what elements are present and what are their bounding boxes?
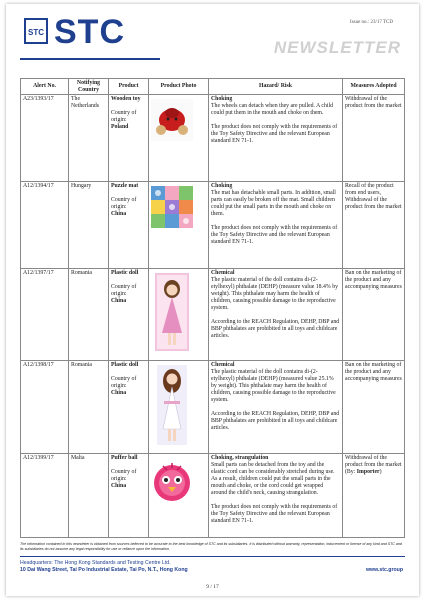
headquarters-name: Headquarters: The Hong Kong Standards and Testing Centre Ltd.	[20, 560, 171, 566]
measures-by: Importer	[356, 469, 380, 475]
headquarters-address: 10 Dai Wang Street, Tai Po Industrial Estate, Tai Po, N.T., Hong Kong	[20, 567, 188, 573]
table-row	[21, 454, 405, 538]
header-alert-no: Alert No.	[21, 79, 69, 95]
measures-adopted: Ban on the marketing of the product and any accompanying measures	[343, 361, 405, 454]
hazard-title: Choking	[211, 183, 233, 189]
product-name: Plastic doll	[111, 270, 139, 276]
origin-country: China	[111, 211, 127, 217]
table-row	[21, 269, 405, 361]
measures-adopted: Recall of the product from end users, Withdrawal of the product from the market	[343, 182, 405, 269]
alert-no: A23/1393/17	[21, 95, 69, 182]
issue-number: Issue no.: 23/17 TCD	[350, 20, 393, 25]
product-name: Wooden toy	[111, 96, 141, 102]
origin-label: Country of origin:	[111, 376, 137, 389]
alert-no: A12/1399/17	[21, 454, 69, 538]
product-cell	[109, 269, 149, 361]
measures-adopted-cell	[343, 454, 405, 538]
header-product: Product	[109, 79, 149, 95]
header-product-photo: Product Photo	[149, 79, 209, 95]
hazard-description: The wheels can detach when they are pulled. A child could put them in the mouth and choke on them.	[211, 103, 334, 116]
wooden-toy-photo	[151, 99, 193, 141]
alert-no: A12/1394/17	[21, 182, 69, 269]
origin-label: Country of origin:	[111, 469, 137, 482]
origin-label: Country of origin:	[111, 284, 137, 297]
table-row	[21, 182, 405, 269]
product-cell	[109, 182, 149, 269]
newsletter-banner: NEWSLETTER	[273, 38, 401, 57]
puzzle-mat-photo	[151, 186, 193, 228]
product-photo-cell	[149, 182, 209, 269]
hazard-compliance: According to the REACH Regulation, DEHP, DBP and BBP phthalates are prohibited in all toys and childcare articles.	[211, 411, 340, 431]
page-number: 9 / 17	[206, 584, 219, 590]
hazard-title: Chemical	[211, 362, 235, 368]
product-name: Plastic doll	[111, 362, 139, 368]
hazard-description: The plastic material of the doll contains di-(2-etylhexyl) phthalate (DEHP) (measured value 25.1% by weight). This phthalate may harm the health of children, causing possible damage to the reproductive system.	[211, 369, 336, 403]
product-cell	[109, 95, 149, 182]
measures-adopted: Withdrawal of the product from the market	[343, 95, 405, 182]
notifying-country: Romania	[69, 361, 109, 454]
hazard-cell	[209, 454, 343, 538]
origin-country: Poland	[111, 124, 129, 130]
puffer-ball-photo	[151, 458, 193, 508]
origin-country: China	[111, 298, 127, 304]
hazard-description: The plastic material of the doll contains di-(2-etylhexyl) phthalate (DEHP) (measure value 18.4% by weight). This phthalate may harm the health of children, causing possible damage to the reproductive system.	[211, 277, 339, 311]
origin-label: Country of origin:	[111, 197, 137, 210]
product-photo-cell	[149, 361, 209, 454]
logo-underline	[20, 58, 160, 60]
hazard-compliance: According to the REACH Regulation, DEHP, DBP and BBP phthalates are prohibited in all toys and childcare articles.	[211, 319, 340, 339]
hazard-description: Small parts can be detached from the toy and the elastic cord can be considerably stretched during use. As a result, children could put the small parts in the mouth and choke, or the cord could get wrapped around the child's neck, causing strangulation.	[211, 462, 335, 496]
measures-adopted: Ban on the marketing of the product and any accompanying measures	[343, 269, 405, 361]
disclaimer-text: The information contained in this newsletter is obtained from sources believed to be accurate to the best knowledge of STC and its subsidiaries. It is distributed without warranty, representation, inducement or license of any kind and STC and its subsidiaries do not assume any legal responsibility for use or reliance upon the information.	[20, 542, 402, 551]
hazard-cell	[209, 361, 343, 454]
alert-no: A12/1397/17	[21, 269, 69, 361]
hazard-cell	[209, 182, 343, 269]
plastic-doll-photo	[151, 365, 193, 445]
recall-table	[20, 78, 405, 538]
alert-no: A12/1398/17	[21, 361, 69, 454]
header-notifying-country: Notifying Country	[69, 79, 109, 95]
logo-mark-text: STC	[28, 28, 44, 37]
product-cell	[109, 361, 149, 454]
notifying-country: Malta	[69, 454, 109, 538]
origin-country: China	[111, 483, 127, 489]
hazard-cell	[209, 269, 343, 361]
product-cell	[109, 454, 149, 538]
product-name: Puzzle mat	[111, 183, 139, 189]
measures-close: )	[379, 469, 382, 475]
hazard-compliance: The product does not comply with the requirements of the Toy Safety Directive and the relevant European standard EN 71-1.	[211, 225, 338, 245]
origin-label: Country of origin:	[111, 110, 137, 123]
hazard-title: Chemical	[211, 270, 235, 276]
stc-logo-mark	[24, 18, 48, 44]
website-link[interactable]: www.stc.group	[366, 567, 403, 573]
product-name: Puffer ball	[111, 455, 138, 461]
product-photo-cell	[149, 269, 209, 361]
measures-adopted: Withdrawal of the product from the market (By:	[345, 455, 402, 475]
table-header-row	[21, 79, 405, 95]
notifying-country: Hungary	[69, 182, 109, 269]
origin-country: China	[111, 390, 127, 396]
table-row	[21, 361, 405, 454]
header-measures-adopted: Measures Adopted	[343, 79, 405, 95]
hazard-compliance: The product does not comply with the requirements of the Toy Safety Directive and the relevant European standard EN 71-1.	[211, 504, 338, 524]
hazard-title: Choking	[211, 96, 233, 102]
hazard-title: Choking, strangulation	[211, 455, 269, 461]
plastic-doll-photo	[151, 273, 193, 351]
hazard-cell	[209, 95, 343, 182]
product-photo-cell	[149, 454, 209, 538]
table-row	[21, 95, 405, 182]
notifying-country: Romania	[69, 269, 109, 361]
stc-logo-text: STC	[54, 13, 125, 51]
footer-divider	[20, 556, 405, 557]
notifying-country: The Netherlands	[69, 95, 109, 182]
header-hazard-risk: Hazard/ Risk	[209, 79, 343, 95]
hazard-description: The mat has detachable small parts. In addition, small parts can easily be broken off the mat. Small children could put the small parts in the mouth and choke on them.	[211, 190, 336, 217]
product-photo-cell	[149, 95, 209, 182]
hazard-compliance: The product does not comply with the requirements of the Toy Safety Directive and the relevant European standard EN 71-1.	[211, 124, 338, 144]
